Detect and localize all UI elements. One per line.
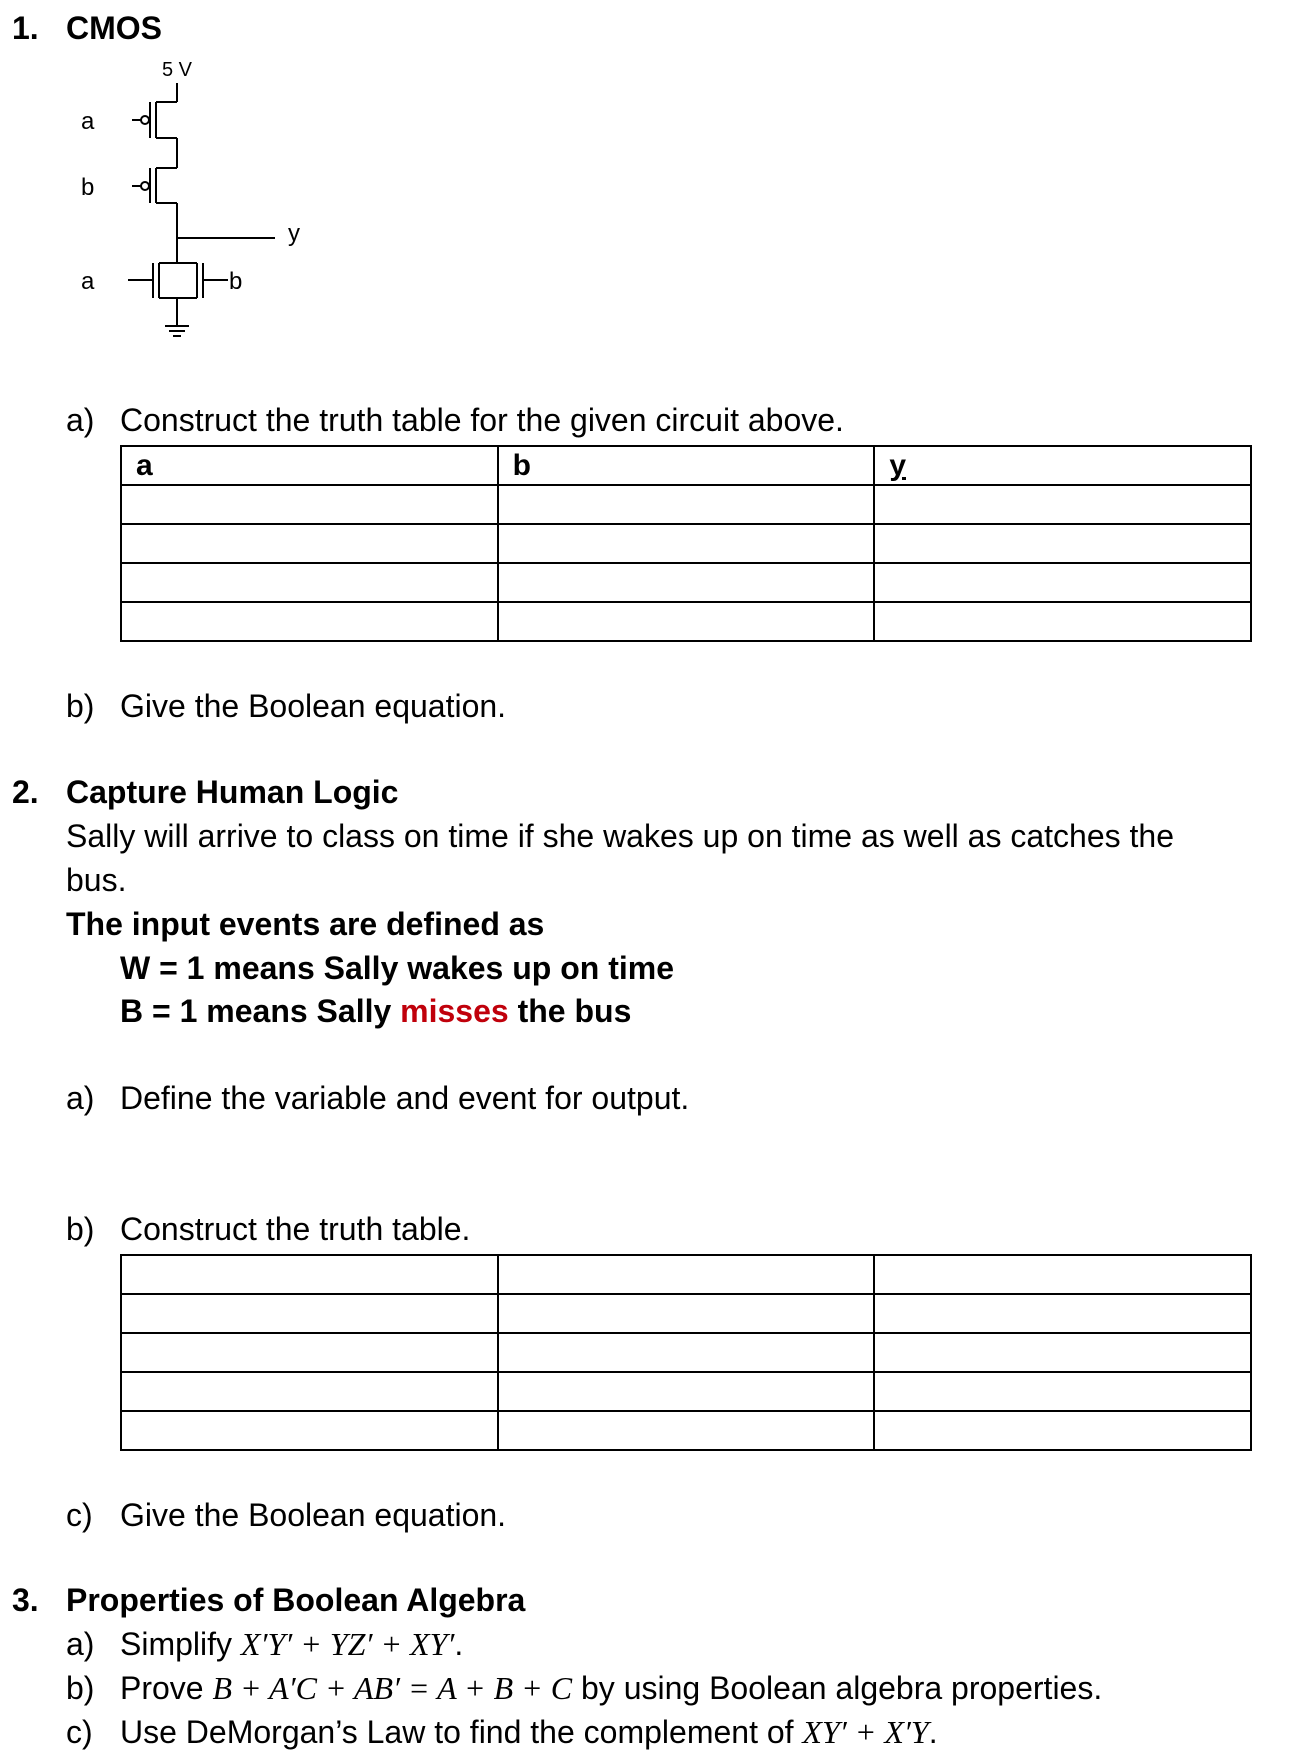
nmos-left-gate-label: a: [81, 268, 95, 295]
q3-c-text: Use DeMorgan’s Law to find the complement of: [120, 1714, 803, 1750]
q1-title: CMOS: [66, 10, 162, 46]
q2-part-c-label: c): [66, 1497, 93, 1533]
q3-c-end: .: [928, 1714, 938, 1750]
q3-part-b: [120, 1670, 1102, 1707]
q1-part-b-text: Give the Boolean equation.: [120, 688, 507, 724]
pmos2-gate-label: b: [81, 174, 95, 201]
q2-truth-table: [120, 1254, 1252, 1451]
q2-w-definition: W = 1 means Sally wakes up on time: [120, 950, 674, 986]
q3-part-b-label: b): [66, 1670, 95, 1706]
table-row: [121, 1294, 1251, 1333]
q3-c-expression: XY′ + X′Y: [802, 1714, 929, 1750]
q3-part-c-label: c): [66, 1714, 93, 1750]
table-header-row: [121, 446, 1251, 485]
table-row: [121, 563, 1251, 602]
q1-part-a-text: Construct the truth table for the given circuit above.: [120, 402, 844, 438]
q2-description-line2: bus.: [66, 862, 127, 898]
q3-b-expression: B + A′C + AB′ = A + B + C: [212, 1670, 573, 1706]
q3-a-text: Simplify: [120, 1626, 241, 1662]
table-row: [121, 524, 1251, 563]
table-row: [121, 1372, 1251, 1411]
table-row: [121, 1411, 1251, 1450]
q3-a-end: .: [454, 1626, 464, 1662]
q3-part-c: [120, 1714, 938, 1751]
q3-b-text: Prove: [120, 1670, 213, 1706]
table-row: [121, 1255, 1251, 1294]
b-def-suffix: the bus: [508, 993, 632, 1029]
q1-truth-table: [120, 445, 1252, 642]
table-row: [121, 485, 1251, 524]
cmos-circuit-diagram: [70, 58, 370, 388]
nmos-right-gate-label: b: [229, 268, 243, 295]
table-row: [121, 602, 1251, 641]
q1-number: 1.: [12, 10, 39, 46]
q2-part-a-text: Define the variable and event for output.: [120, 1080, 690, 1116]
q2-part-a-label: a): [66, 1080, 95, 1116]
q3-number: 3.: [12, 1582, 39, 1618]
header-b[interactable]: b: [498, 446, 875, 485]
pmos1-gate-label: a: [81, 108, 95, 135]
q1-part-b-label: b): [66, 688, 95, 724]
q2-number: 2.: [12, 774, 39, 810]
q2-description-line1: Sally will arrive to class on time if she wakes up on time as well as catches the: [66, 818, 1175, 854]
q3-a-expression: X′Y′ + YZ′ + XY′: [240, 1626, 455, 1662]
q3-part-a-label: a): [66, 1626, 95, 1662]
b-def-prefix: B = 1 means Sally: [120, 993, 401, 1029]
q2-b-definition: [120, 993, 631, 1030]
output-label: y: [288, 220, 300, 247]
q1-part-a-label: a): [66, 402, 95, 438]
q2-part-c-text: Give the Boolean equation.: [120, 1497, 507, 1533]
header-a[interactable]: a: [121, 446, 498, 485]
q3-part-a: [120, 1626, 463, 1663]
q2-part-b-label: b): [66, 1211, 95, 1247]
q2-inputs-heading: The input events are defined as: [66, 906, 545, 942]
q2-part-b-text: Construct the truth table.: [120, 1211, 471, 1247]
q3-b-end: by using Boolean algebra properties.: [572, 1670, 1103, 1706]
q3-title: Properties of Boolean Algebra: [66, 1582, 526, 1618]
supply-voltage-label: 5 V: [162, 59, 193, 81]
header-y[interactable]: y: [874, 446, 1251, 485]
q2-title: Capture Human Logic: [66, 774, 399, 810]
b-def-misses: misses: [400, 993, 509, 1029]
table-row: [121, 1333, 1251, 1372]
